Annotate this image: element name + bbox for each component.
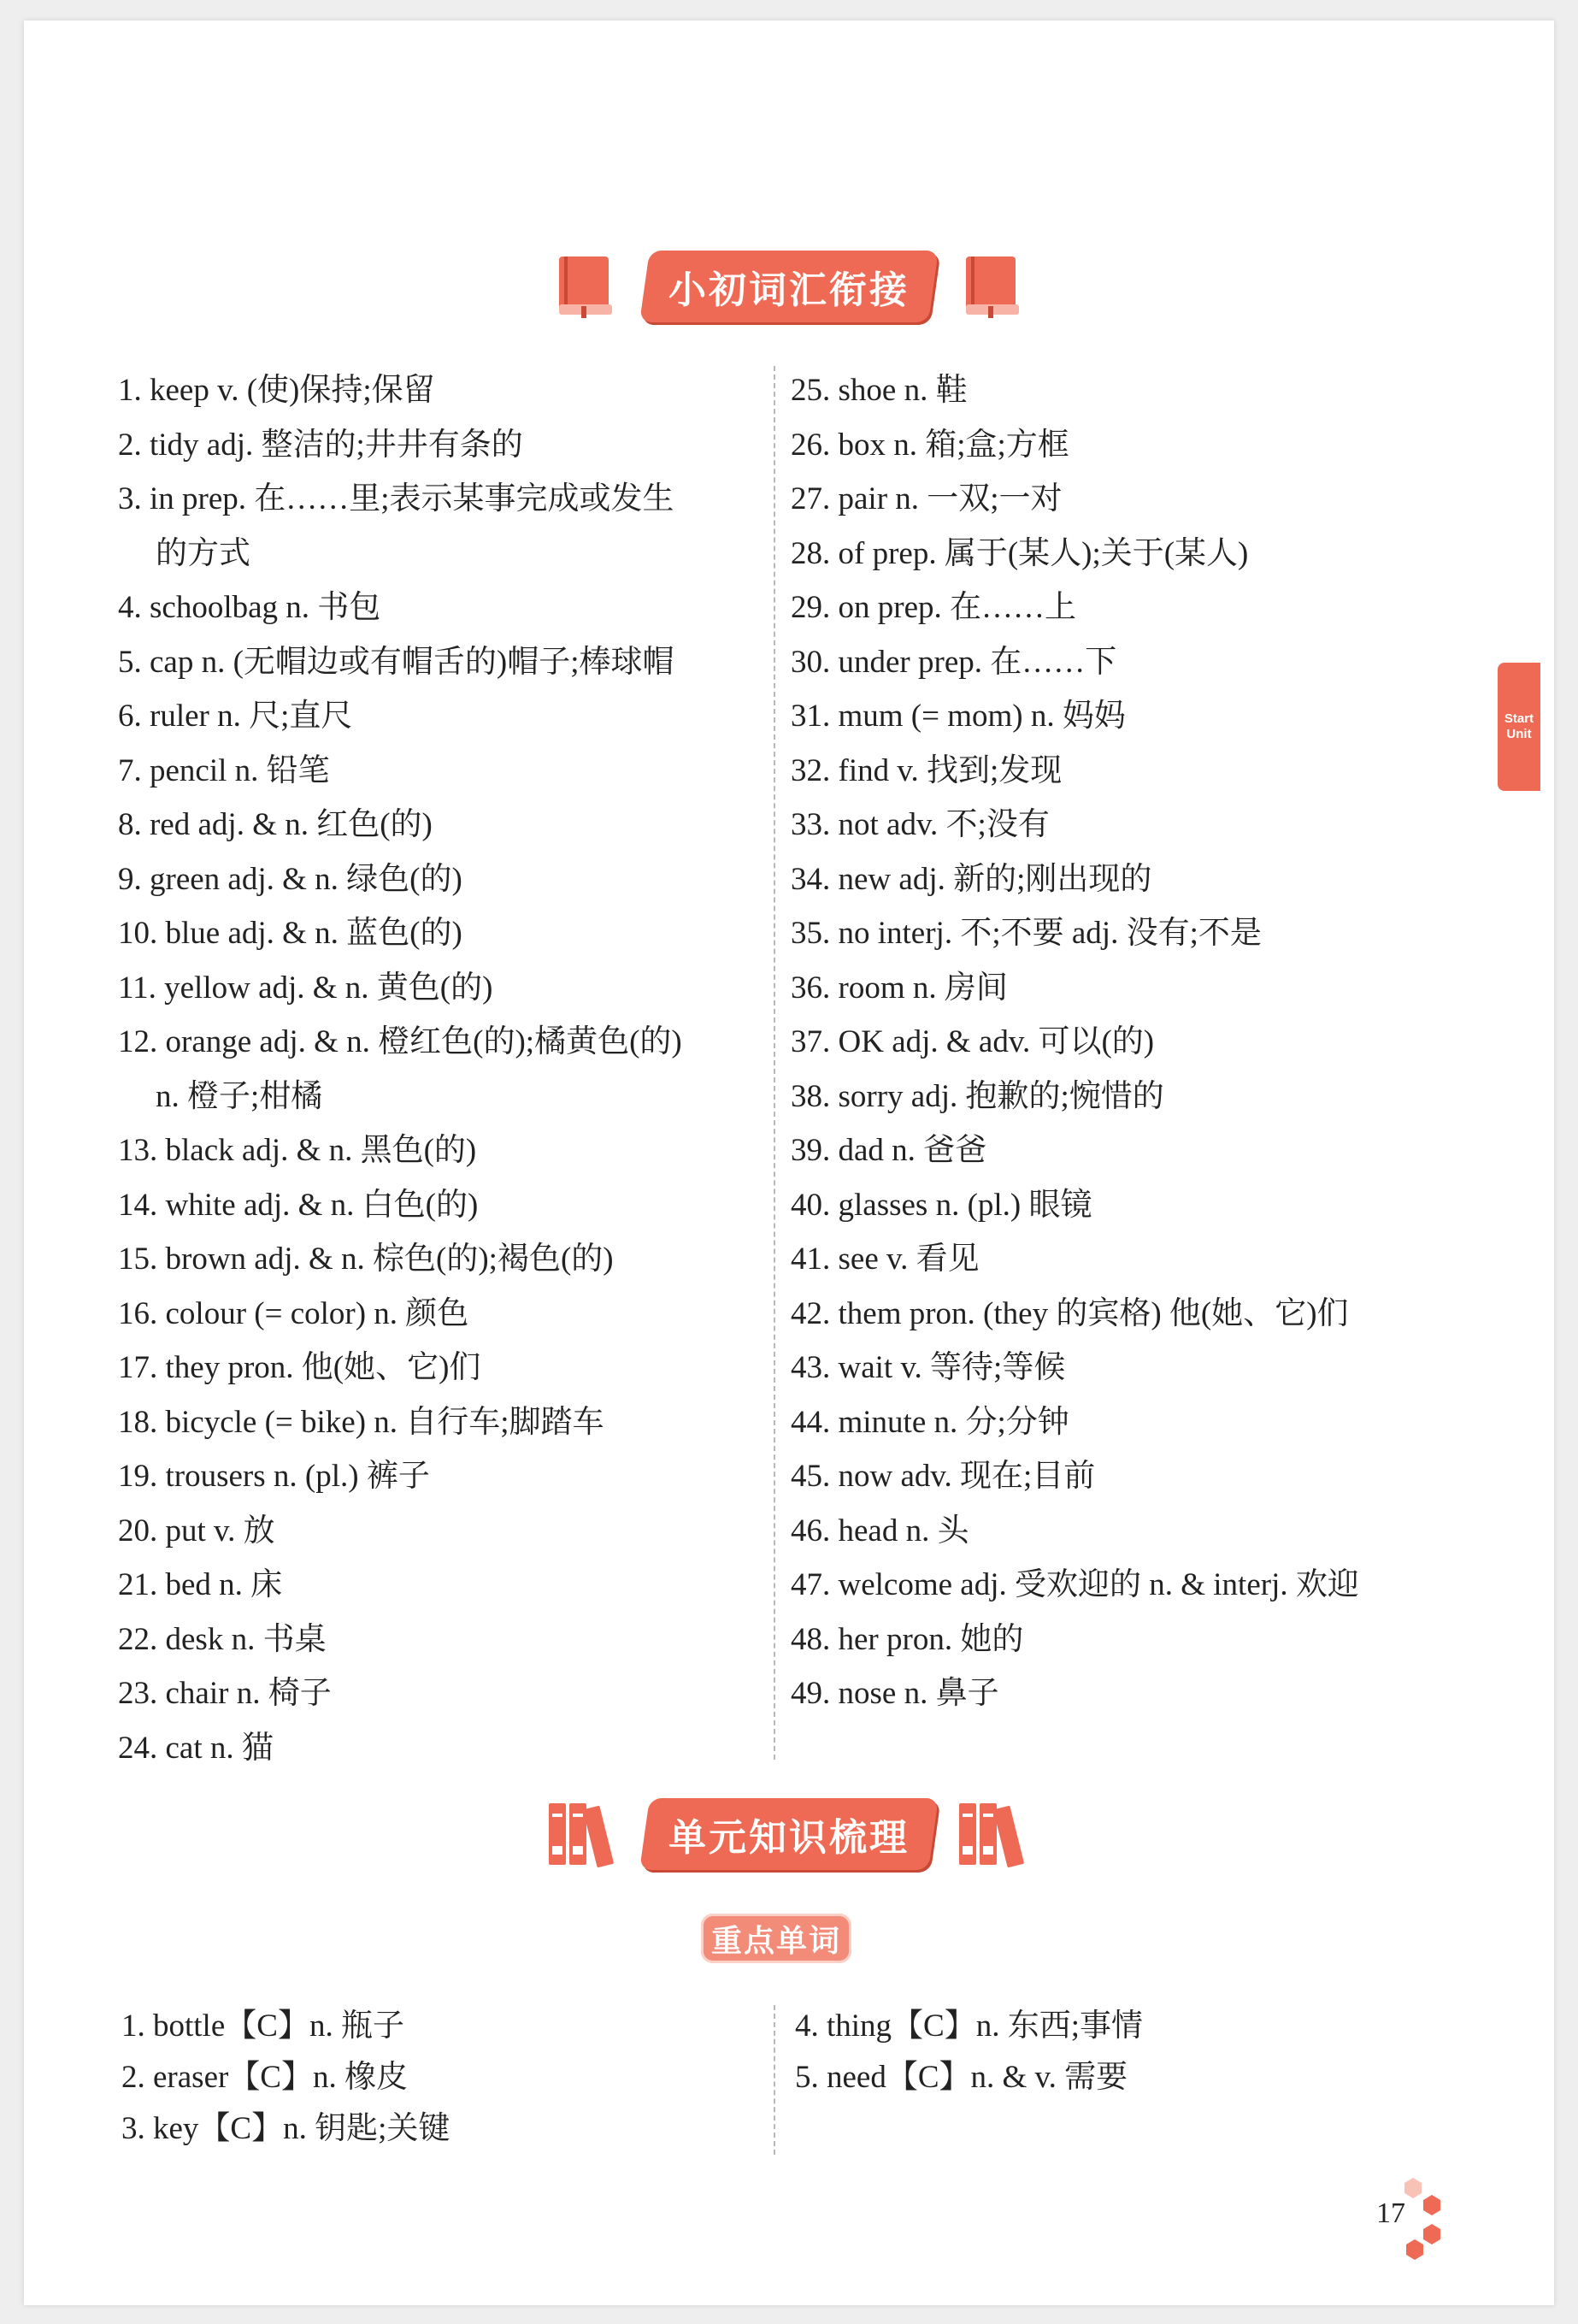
subsection-title-key-words: 重点单词 [701,1914,851,1963]
vocab-list-left [118,363,768,1775]
key-words-left [121,2001,754,2155]
vocab-item: 31. mum (= mom) n. 妈妈 [791,699,1126,734]
vocab-item-continuation: 的方式 [156,535,250,571]
vocab-item: 41. see v. 看见 [791,1242,980,1277]
vocab-item: 24. cat n. 猫 [118,1730,274,1766]
vocab-item: 42. them pron. (they 的宾格) 他(她、它)们 [791,1295,1349,1331]
vocab-item: 6. ruler n. 尺;直尺 [118,699,353,734]
side-tab-label: Start [1504,711,1534,726]
section-title-vocab: 小初词汇衔接 [639,251,939,322]
vocab-item: 16. colour (= color) n. 颜色 [118,1295,469,1331]
vocab-item: 20. put v. 放 [118,1513,275,1548]
vocab-item: 1. keep v. (使)保持;保留 [118,373,435,408]
vocab-item: 36. room n. 房间 [791,970,1008,1006]
vocab-list-right [791,363,1457,1721]
column-divider [774,2005,775,2155]
vocab-item-continuation: n. 橙子;柑橘 [156,1078,323,1114]
vocab-item: 8. red adj. & n. 红色(的) [118,807,433,842]
vocab-item: 12. orange adj. & n. 橙红色(的);橘黄色(的) [118,1024,682,1059]
key-word-item: 3. key【C】n. 钥匙;关键 [121,2111,450,2146]
vocab-item: 32. find v. 找到;发现 [791,752,1063,788]
vocab-item: 14. white adj. & n. 白色(的) [118,1187,479,1223]
key-word-item: 4. thing【C】n. 东西;事情 [795,2008,1144,2044]
vocab-item: 7. pencil n. 铅笔 [118,752,330,788]
vocab-item: 17. they pron. 他(她、它)们 [118,1350,481,1385]
vocab-item: 22. desk n. 书桌 [118,1621,327,1657]
key-words-right [795,2001,1445,2103]
section-title-knowledge: 单元知识梳理 [639,1798,939,1870]
book-icon [556,253,615,320]
vocab-item: 29. on prep. 在……上 [791,590,1076,625]
side-tab-label: Unit [1506,727,1532,741]
vocab-item: 23. chair n. 椅子 [118,1676,332,1711]
vocab-item: 45. now adv. 现在;目前 [791,1459,1096,1494]
vocab-item: 21. bed n. 床 [118,1567,283,1602]
vocab-item: 47. welcome adj. 受欢迎的 n. & interj. 欢迎 [791,1567,1359,1602]
vocab-item: 11. yellow adj. & n. 黄色(的) [118,970,493,1006]
vocab-item: 46. head n. 头 [791,1513,969,1548]
vocab-item: 13. black adj. & n. 黑色(的) [118,1133,477,1168]
vocab-item: 4. schoolbag n. 书包 [118,590,381,625]
binders-icon [956,1798,1033,1870]
vocab-item: 9. green adj. & n. 绿色(的) [118,861,462,897]
vocab-item: 40. glasses n. (pl.) 眼镜 [791,1187,1092,1223]
vocab-item: 2. tidy adj. 整洁的;井井有条的 [118,427,523,463]
vocab-item: 19. trousers n. (pl.) 裤子 [118,1459,430,1494]
page-number: 17 [1376,2197,1405,2229]
key-word-item: 5. need【C】n. & v. 需要 [795,2060,1128,2095]
vocab-item: 28. of prep. 属于(某人);关于(某人) [791,535,1249,571]
book-icon [963,253,1022,320]
vocab-item: 3. in prep. 在……里;表示某事完成或发生 [118,481,674,516]
vocab-item: 27. pair n. 一双;一对 [791,481,1063,516]
vocab-item: 15. brown adj. & n. 棕色(的);褐色(的) [118,1242,614,1277]
vocab-item: 25. shoe n. 鞋 [791,373,968,408]
vocab-item: 39. dad n. 爸爸 [791,1133,987,1168]
section-banner-knowledge [0,1791,1578,1877]
vocab-item: 5. cap n. (无帽边或有帽舌的)帽子;棒球帽 [118,644,674,680]
key-word-item: 2. eraser【C】n. 橡皮 [121,2060,408,2095]
vocab-item: 38. sorry adj. 抱歉的;惋惜的 [791,1078,1164,1114]
vocab-item: 26. box n. 箱;盒;方框 [791,427,1069,463]
vocab-item: 43. wait v. 等待;等候 [791,1350,1066,1385]
vocab-item: 18. bicycle (= bike) n. 自行车;脚踏车 [118,1404,604,1440]
vocab-item: 35. no interj. 不;不要 adj. 没有;不是 [791,916,1262,951]
vocab-item: 34. new adj. 新的;刚出现的 [791,861,1152,897]
binders-icon [545,1798,622,1870]
column-divider [774,366,775,1760]
vocab-item: 30. under prep. 在……下 [791,644,1117,680]
unit-side-tab [1498,663,1540,791]
vocab-item: 33. not adv. 不;没有 [791,807,1050,842]
section-banner-vocab [0,248,1578,325]
vocab-item: 49. nose n. 鼻子 [791,1676,999,1711]
vocab-item: 10. blue adj. & n. 蓝色(的) [118,916,462,951]
vocab-item: 37. OK adj. & adv. 可以(的) [791,1024,1155,1059]
vocab-item: 44. minute n. 分;分钟 [791,1404,1069,1440]
vocab-item: 48. her pron. 她的 [791,1621,1024,1657]
key-word-item: 1. bottle【C】n. 瓶子 [121,2008,404,2044]
